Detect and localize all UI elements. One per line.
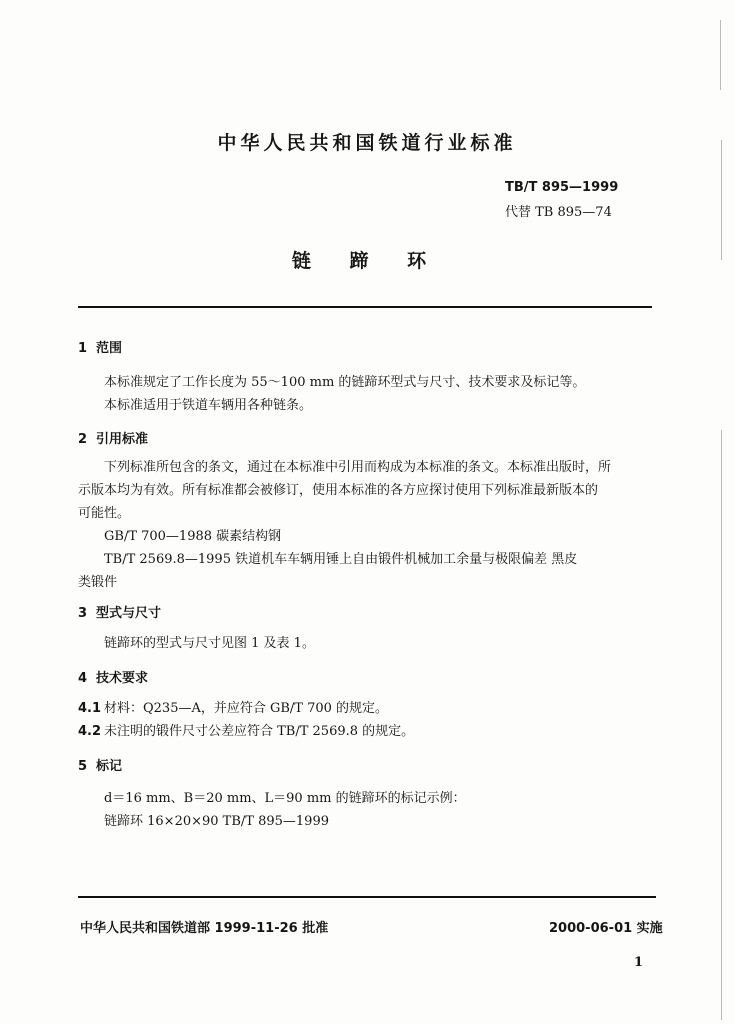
- section-number: 3: [78, 606, 88, 621]
- paragraph: 链蹄环的型式与尺寸见图 1 及表 1。: [104, 636, 315, 651]
- standard-code: TB/T 895—1999: [505, 180, 619, 195]
- section-title: 引用标准: [96, 432, 149, 447]
- paragraph: 本标准适用于铁道车辆用各种链条。: [104, 398, 313, 413]
- section-3-heading: [78, 602, 161, 621]
- page-number: 1: [634, 955, 644, 970]
- paragraph: 示版本均为有效。所有标准都会被修订，使用本标准的各方应探讨使用下列标准最新版本的: [78, 483, 599, 498]
- section-title: 型式与尺寸: [96, 606, 162, 621]
- section-2-heading: [78, 428, 148, 447]
- section-1-heading: [78, 337, 122, 356]
- section-4-heading: [78, 667, 148, 686]
- replaces-code: 代替 TB 895—74: [505, 205, 612, 220]
- clause-4-2: [78, 720, 414, 739]
- paragraph: d＝16 mm、B＝20 mm、L＝90 mm 的链蹄环的标记示例：: [104, 791, 466, 806]
- implementation-date: 2000-06-01 实施: [549, 921, 663, 936]
- reference-item: TB/T 2569.8—1995 铁道机车车辆用锤上自由锻件机械加工余量与极限偏差 黑皮: [104, 552, 578, 567]
- reference-item: GB/T 700—1988 碳素结构钢: [104, 529, 282, 544]
- section-title: 技术要求: [96, 671, 149, 686]
- footer-rule: [78, 896, 656, 898]
- header-rule: [78, 306, 652, 308]
- clause-4-1: [78, 697, 388, 716]
- scan-edge-line: [720, 20, 721, 90]
- section-number: 5: [78, 759, 88, 774]
- clause-number: 4.2: [78, 724, 102, 739]
- clause-text: 材料：Q235—A，并应符合 GB/T 700 的规定。: [104, 701, 389, 716]
- section-title: 范围: [96, 341, 123, 356]
- section-number: 4: [78, 671, 88, 686]
- section-number: 1: [78, 341, 88, 356]
- clause-number: 4.1: [78, 701, 102, 716]
- scan-edge-line: [721, 430, 722, 1020]
- scan-edge-line: [721, 140, 722, 260]
- section-5-heading: [78, 755, 122, 774]
- clause-text: 未注明的锻件尺寸公差应符合 TB/T 2569.8 的规定。: [104, 724, 415, 739]
- section-number: 2: [78, 432, 88, 447]
- marking-example: 链蹄环 16×20×90 TB/T 895—1999: [104, 814, 329, 829]
- standard-title: 中华人民共和国铁道行业标准: [217, 132, 517, 154]
- paragraph: 下列标准所包含的条文，通过在本标准中引用而构成为本标准的条文。本标准出版时，所: [104, 460, 612, 475]
- paragraph: 本标准规定了工作长度为 55～100 mm 的链蹄环型式与尺寸、技术要求及标记等。: [104, 375, 586, 390]
- section-title: 标记: [96, 759, 123, 774]
- paragraph: 可能性。: [78, 506, 131, 521]
- document-title: 链 蹄 环: [291, 250, 443, 272]
- reference-item: 类锻件: [78, 575, 118, 590]
- approval-line: 中华人民共和国铁道部 1999-11-26 批准: [80, 921, 329, 936]
